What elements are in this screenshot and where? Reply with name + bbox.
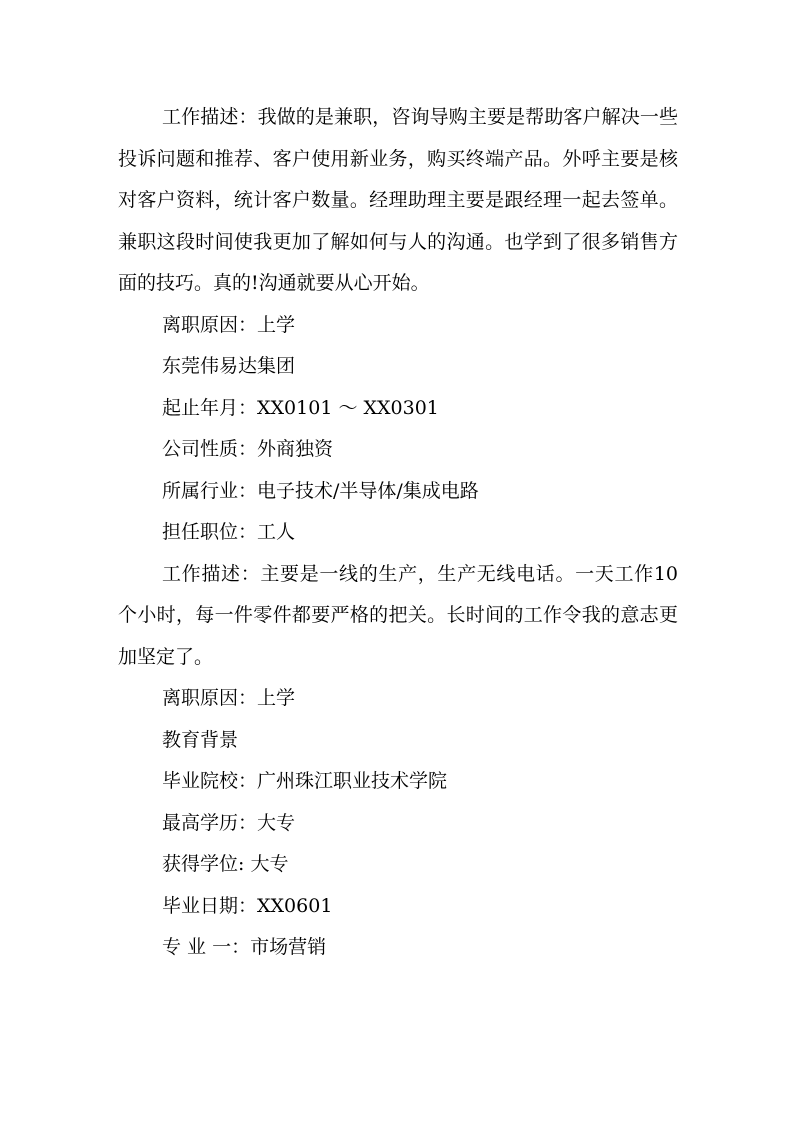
highest-education: 最高学历：大专	[162, 811, 296, 834]
work-description-paragraph-2: 工作描述：主要是一线的生产，生产无线电话。一天工作10个小时，每一件零件都要严格的把关。长时间的工作令我的意志更加坚定了。	[118, 562, 678, 668]
document-body	[118, 97, 678, 969]
company-type: 公司性质：外商独资	[162, 438, 334, 460]
leave-reason-2: 离职原因：上学	[162, 687, 296, 709]
graduation-date: 毕业日期：XX0601	[162, 894, 333, 917]
company-name: 东莞伟易达集团	[162, 355, 296, 377]
leave-reason-1: 离职原因：上学	[162, 313, 296, 336]
education-heading: 教育背景	[162, 728, 239, 751]
work-description-paragraph-1: 工作描述：我做的是兼职，咨询导购主要是帮助客户解决一些投诉问题和推荐、客户使用新业务，购买终端产品。外呼主要是核对客户资料，统计客户数量。经理助理主要是跟经理一起去签单。兼职这段时间使我更加了解如何与人的沟通。也学到了很多销售方面的技巧。真的!沟通就要从心开始。	[118, 106, 678, 294]
major-one: 专 业 一：市场营销	[162, 936, 327, 958]
job-position: 担任职位：工人	[162, 521, 296, 543]
industry: 所属行业：电子技术/半导体/集成电路	[162, 479, 479, 502]
graduate-school: 毕业院校：广州珠江职业技术学院	[162, 770, 448, 792]
employment-period: 起止年月：XX0101 ～ XX0301	[162, 396, 439, 419]
degree-obtained: 获得学位: 大专	[162, 853, 289, 875]
